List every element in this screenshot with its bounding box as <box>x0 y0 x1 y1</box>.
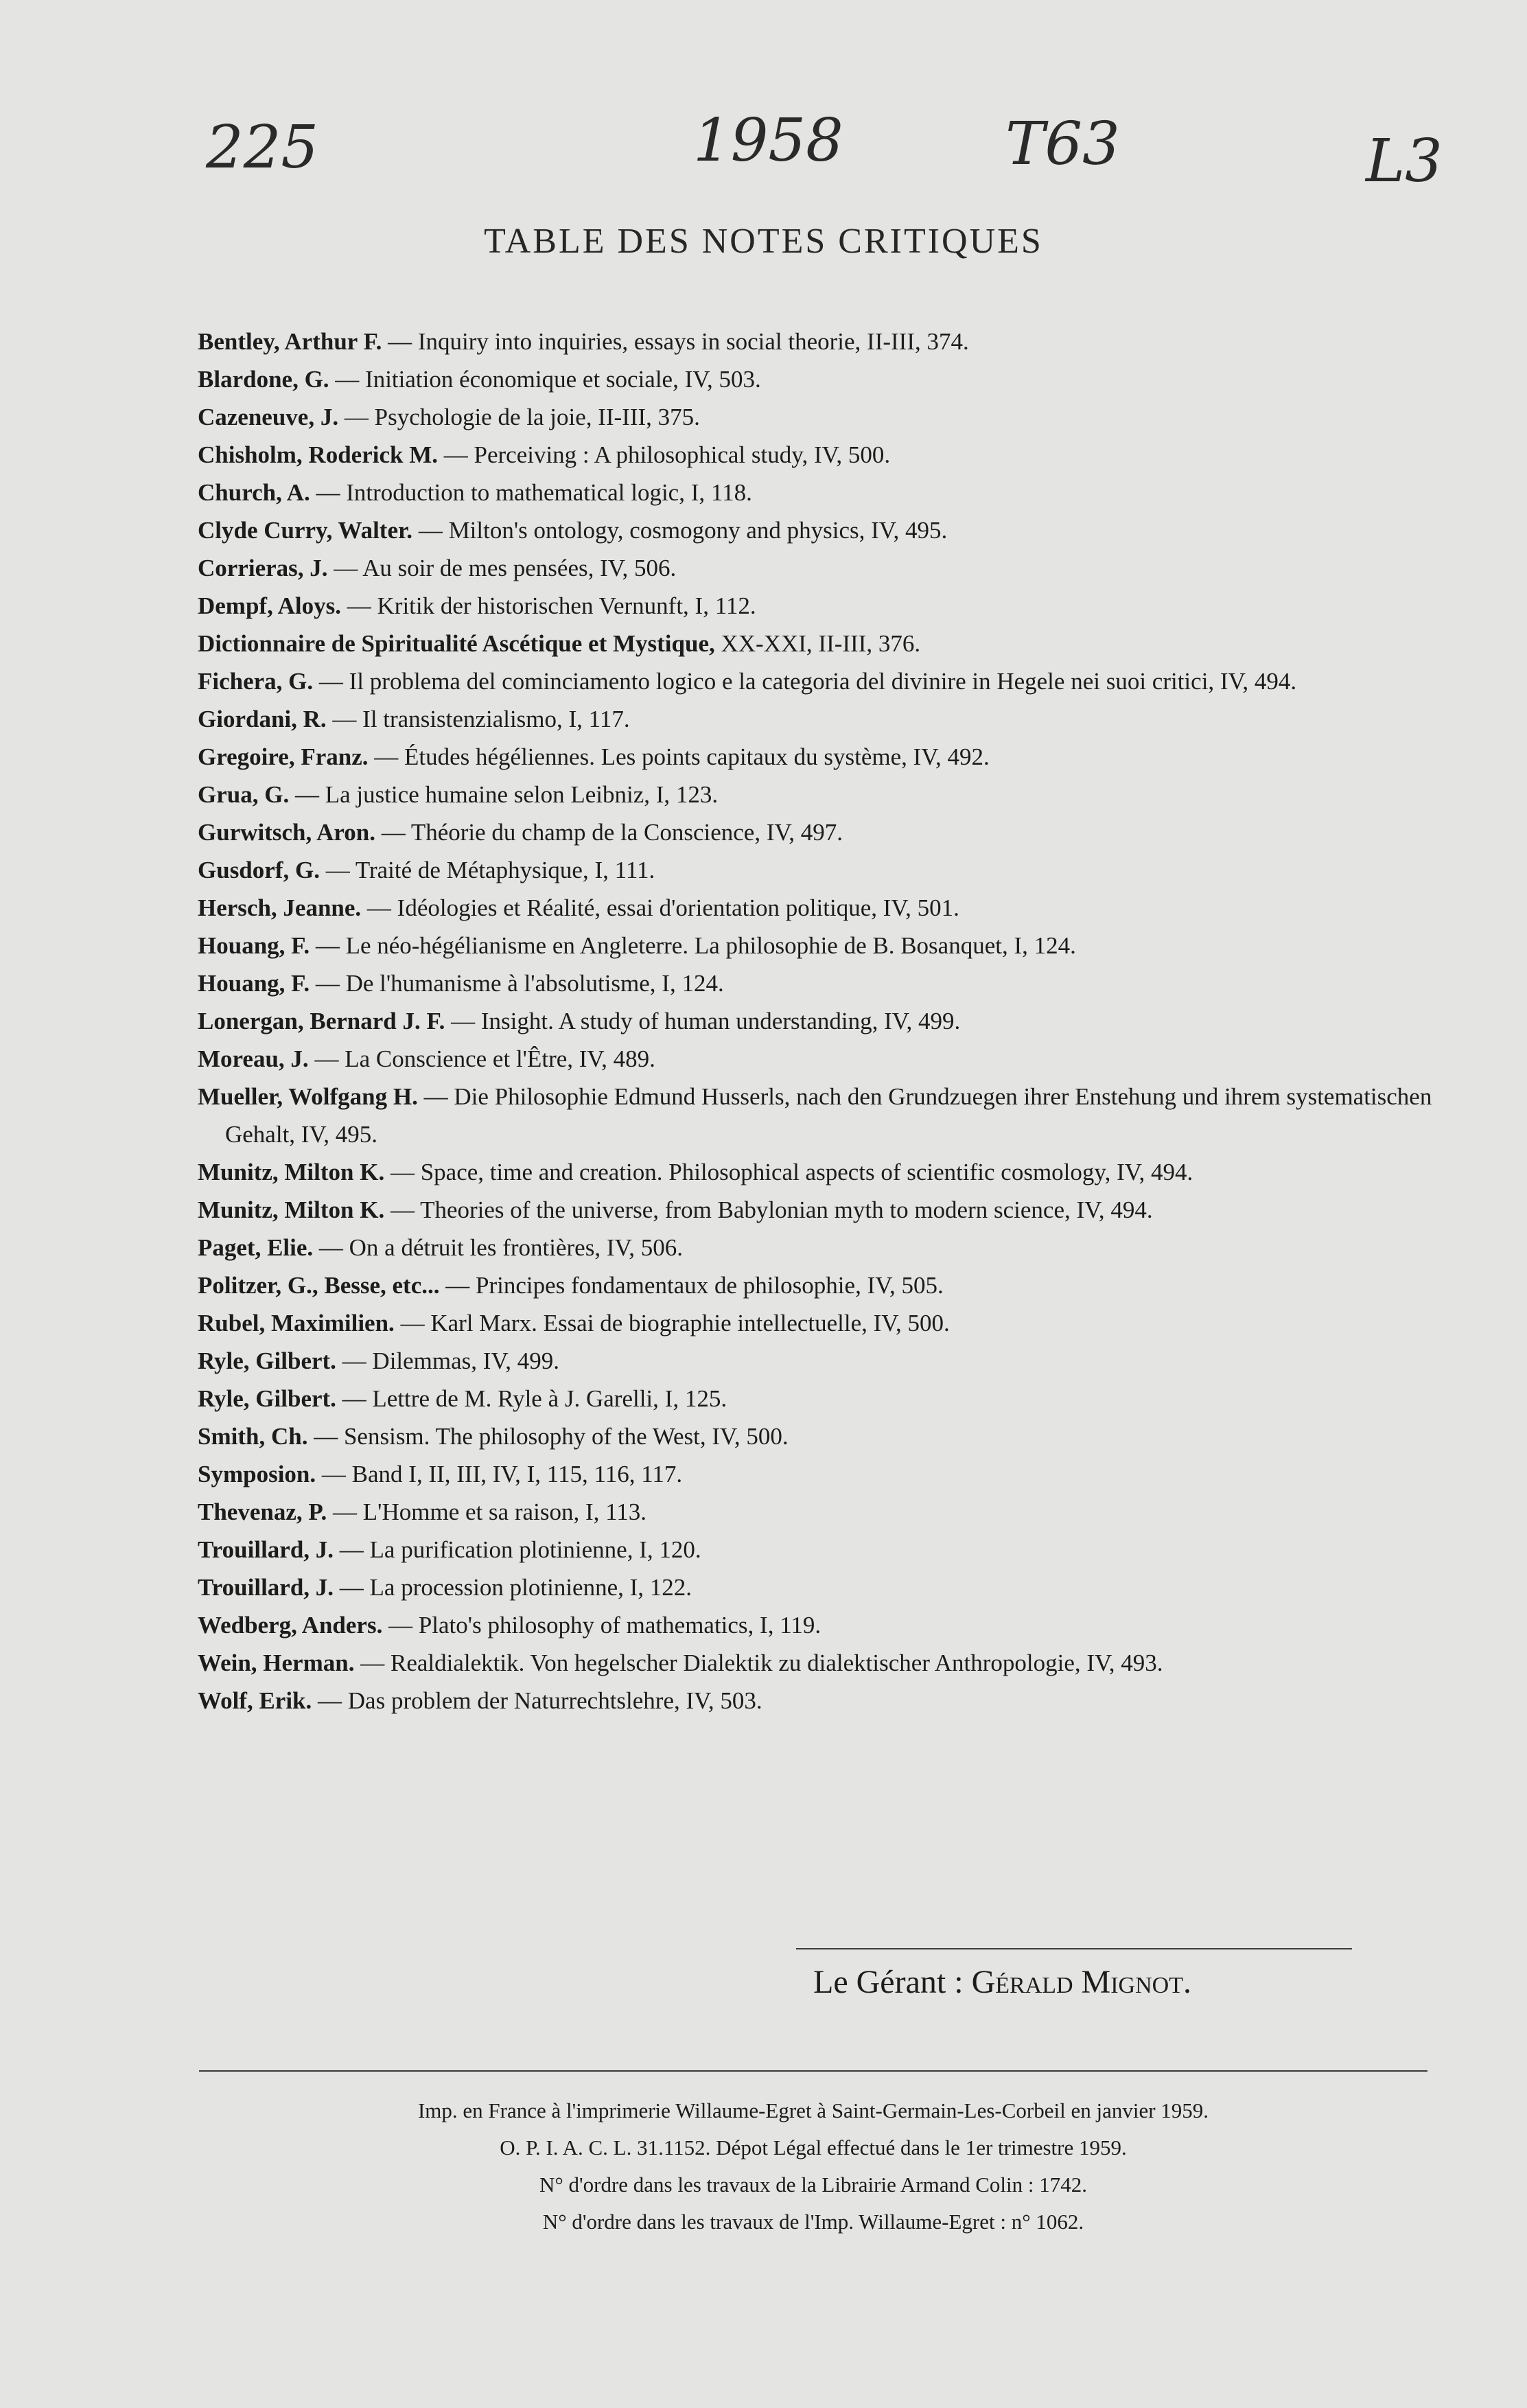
entry-title: — Psychologie de la joie, II-III, 375. <box>338 404 700 430</box>
entry-title: — Dilemmas, IV, 499. <box>336 1347 559 1374</box>
list-item <box>198 738 1440 776</box>
entry-title: — Theories of the universe, from Babylonian myth to modern science, IV, 494. <box>384 1196 1153 1223</box>
entry-title: — Inquiry into inquiries, essays in social theorie, II-III, 374. <box>382 328 969 355</box>
entry-author: Munitz, Milton K. <box>198 1196 385 1223</box>
entry-title: — Introduction to mathematical logic, I, 118. <box>310 479 752 506</box>
entry-author: Moreau, J. <box>198 1045 309 1072</box>
list-item <box>198 1493 1440 1531</box>
list-item <box>198 511 1440 549</box>
handwritten-annotation: T63 <box>1005 110 1120 178</box>
list-item <box>198 323 1440 360</box>
entry-author: Houang, F. <box>198 970 310 997</box>
entry-author: Blardone, G. <box>198 366 329 393</box>
list-item <box>198 1078 1440 1153</box>
entry-author: Wein, Herman. <box>198 1649 355 1676</box>
handwritten-annotation: 225 <box>206 113 319 182</box>
entry-title: — Lettre de M. Ryle à J. Garelli, I, 125. <box>336 1385 727 1412</box>
entry-title: — De l'humanisme à l'absolutisme, I, 124. <box>310 970 724 997</box>
list-item <box>198 1191 1440 1229</box>
entry-title: — Principes fondamentaux de philosophie, IV, 505. <box>439 1272 944 1299</box>
entry-author: Trouillard, J. <box>198 1536 334 1563</box>
entry-title: — Il problema del cominciamento logico e la categoria del divinire in Hegele nei suoi critici, IV, 494. <box>313 668 1297 695</box>
entry-title: — On a détruit les frontières, IV, 506. <box>313 1234 683 1261</box>
entry-author: Wolf, Erik. <box>198 1687 312 1714</box>
entry-title: — Milton's ontology, cosmogony and physics, IV, 495. <box>412 517 948 544</box>
entry-title: — Kritik der historischen Vernunft, I, 112. <box>341 592 756 619</box>
list-item <box>198 889 1440 927</box>
entry-title: — Il transistenzialismo, I, 117. <box>326 706 630 732</box>
entry-author: Grua, G. <box>198 781 290 808</box>
entry-title: — Initiation économique et sociale, IV, 503. <box>329 366 761 393</box>
list-item <box>198 813 1440 851</box>
entry-title: — Space, time and creation. Philosophical aspects of scientific cosmology, IV, 494. <box>384 1159 1193 1185</box>
entry-author: Clyde Curry, Walter. <box>198 517 413 544</box>
entry-title: — La procession plotinienne, I, 122. <box>334 1574 692 1601</box>
imprint-block <box>199 2092 1427 2241</box>
list-item <box>198 1266 1440 1304</box>
entry-author: Gurwitsch, Aron. <box>198 819 375 846</box>
entry-author: Ryle, Gilbert. <box>198 1347 336 1374</box>
entry-author: Trouillard, J. <box>198 1574 334 1601</box>
entry-author: Munitz, Milton K. <box>198 1159 385 1185</box>
signature-label: Le Gérant : <box>813 1964 972 2000</box>
entry-author: Hersch, Jeanne. <box>198 894 362 921</box>
list-item <box>198 1682 1440 1720</box>
entry-author: Bentley, Arthur F. <box>198 328 382 355</box>
list-item <box>198 851 1440 889</box>
entry-title: — La purification plotinienne, I, 120. <box>334 1536 701 1563</box>
list-item <box>198 625 1440 662</box>
list-item <box>198 964 1440 1002</box>
list-item <box>198 1531 1440 1568</box>
entry-author: Wedberg, Anders. <box>198 1612 383 1639</box>
list-item <box>198 398 1440 436</box>
entry-title: — L'Homme et sa raison, I, 113. <box>327 1498 647 1525</box>
list-item <box>198 436 1440 474</box>
list-item <box>198 587 1440 625</box>
handwritten-annotation: L3 <box>1366 127 1443 196</box>
entry-author: Mueller, Wolfgang H. <box>198 1083 418 1110</box>
entry-title: XX-XXI, II-III, 376. <box>714 630 921 657</box>
entry-author: Gregoire, Franz. <box>198 743 369 770</box>
entry-title: — Plato's philosophy of mathematics, I, 119. <box>382 1612 821 1639</box>
entry-title: — Die Philosophie Edmund Husserls, nach den Grundzuegen ihrer Enstehung und ihrem systematischen Gehalt, IV, 495. <box>225 1083 1432 1148</box>
entry-author: Church, A. <box>198 479 310 506</box>
entry-title: — La Conscience et l'Être, IV, 489. <box>308 1045 655 1072</box>
entry-title: — La justice humaine selon Leibniz, I, 123. <box>289 781 719 808</box>
imprint-line: N° d'ordre dans les travaux de la Librairie Armand Colin : 1742. <box>539 2173 1087 2197</box>
list-item <box>198 360 1440 398</box>
entry-author: Giordani, R. <box>198 706 327 732</box>
entry-author: Gusdorf, G. <box>198 857 320 883</box>
list-item <box>198 1568 1440 1606</box>
entry-author: Thevenaz, P. <box>198 1498 327 1525</box>
signature-name: Gérald Mignot. <box>971 1964 1191 2000</box>
entry-author: Paget, Elie. <box>198 1234 314 1261</box>
list-item <box>198 1380 1440 1417</box>
entry-title: — Das problem der Naturrechtslehre, IV, 503. <box>312 1687 762 1714</box>
list-item <box>198 1417 1440 1455</box>
list-item <box>198 549 1440 587</box>
list-item <box>198 474 1440 511</box>
entry-title: — Théorie du champ de la Conscience, IV, 497. <box>375 819 843 846</box>
list-item <box>198 1040 1440 1078</box>
entry-author: Dempf, Aloys. <box>198 592 342 619</box>
entry-author: Fichera, G. <box>198 668 314 695</box>
entry-author: Chisholm, Roderick M. <box>198 441 438 468</box>
entry-author: Smith, Ch. <box>198 1423 308 1450</box>
list-item <box>198 1002 1440 1040</box>
entry-author: Houang, F. <box>198 932 310 959</box>
entry-title: — Études hégéliennes. Les points capitaux du système, IV, 492. <box>368 743 990 770</box>
list-item <box>198 927 1440 964</box>
entry-title: — Le néo-hégélianisme en Angleterre. La philosophie de B. Bosanquet, I, 124. <box>310 932 1076 959</box>
imprint-line: O. P. I. A. C. L. 31.1152. Dépot Légal effectué dans le 1er trimestre 1959. <box>500 2135 1127 2160</box>
entry-author: Lonergan, Bernard J. F. <box>198 1008 445 1034</box>
list-item <box>198 1606 1440 1644</box>
entry-title: — Perceiving : A philosophical study, IV, 500. <box>438 441 891 468</box>
entry-title: — Karl Marx. Essai de biographie intellectuelle, IV, 500. <box>394 1310 950 1336</box>
entry-author: Corrieras, J. <box>198 555 328 581</box>
entry-author: Politzer, G., Besse, etc... <box>198 1272 440 1299</box>
list-item <box>198 776 1440 813</box>
list-item <box>198 1153 1440 1191</box>
signature-divider <box>796 1948 1352 1949</box>
signature <box>813 1963 1191 2001</box>
entry-author: Symposion. <box>198 1461 316 1487</box>
entry-author: Ryle, Gilbert. <box>198 1385 336 1412</box>
list-item <box>198 1455 1440 1493</box>
list-item <box>198 1229 1440 1266</box>
entry-title: — Insight. A study of human understanding, IV, 499. <box>445 1008 961 1034</box>
page-title: TABLE DES NOTES CRITIQUES <box>484 222 1043 261</box>
entry-title: — Traité de Métaphysique, I, 111. <box>319 857 655 883</box>
footer-divider <box>199 2070 1427 2072</box>
entry-title: — Au soir de mes pensées, IV, 506. <box>327 555 677 581</box>
entry-author: Cazeneuve, J. <box>198 404 339 430</box>
list-item <box>198 1342 1440 1380</box>
entry-author: Rubel, Maximilien. <box>198 1310 395 1336</box>
imprint-line: Imp. en France à l'imprimerie Willaume-Egret à Saint-Germain-Les-Corbeil en janvier 1959. <box>417 2098 1209 2122</box>
entries-list <box>198 323 1440 1720</box>
handwritten-annotation: 1958 <box>693 106 843 175</box>
entry-title: — Idéologies et Réalité, essai d'orientation politique, IV, 501. <box>361 894 959 921</box>
list-item <box>198 1304 1440 1342</box>
entry-title: — Realdialektik. Von hegelscher Dialektik zu dialektischer Anthropologie, IV, 493. <box>354 1649 1163 1676</box>
entry-author: Dictionnaire de Spiritualité Ascétique et Mystique, <box>198 630 715 657</box>
entry-title: — Sensism. The philosophy of the West, IV, 500. <box>307 1423 789 1450</box>
entry-title: — Band I, II, III, IV, I, 115, 116, 117. <box>316 1461 683 1487</box>
imprint-line: N° d'ordre dans les travaux de l'Imp. Willaume-Egret : n° 1062. <box>542 2210 1084 2234</box>
list-item <box>198 1644 1440 1682</box>
list-item <box>198 662 1440 700</box>
list-item <box>198 700 1440 738</box>
